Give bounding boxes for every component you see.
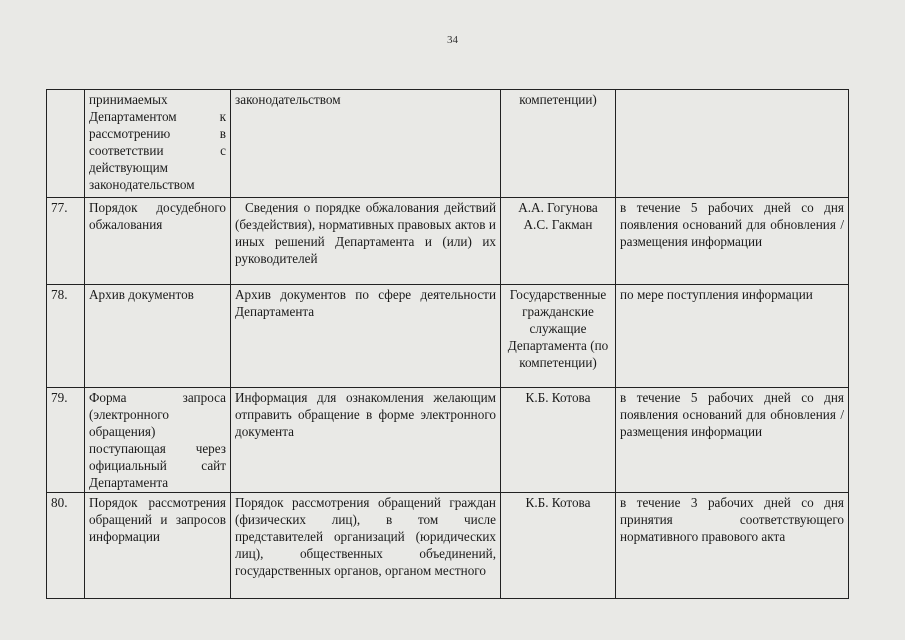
row-description: Информация для ознакомления желающим отправить обращение в форме электронного документа: [231, 388, 501, 493]
row-responsible: К.Б. Котова: [501, 493, 616, 599]
row-deadline: [616, 90, 849, 198]
row-name: Порядок рассмотрения обращений и запросов информации: [85, 493, 231, 599]
row-number: 78.: [47, 285, 85, 388]
row-deadline: в течение 5 рабочих дней со дня появления оснований для обновления /размещения информации: [616, 388, 849, 493]
row-name: Порядок досудебного обжалования: [85, 198, 231, 285]
row-responsible: К.Б. Котова: [501, 388, 616, 493]
page-number: 34: [447, 34, 458, 46]
row-responsible: компетенции): [501, 90, 616, 198]
row-deadline: в течение 3 рабочих дней со дня принятия соответствующего нормативного правового акта: [616, 493, 849, 599]
row-description: Сведения о порядке обжалования действий (бездействия), нормативных правовых актов и иных решений Департамента и (или) их руководителей: [231, 198, 501, 285]
row-deadline: в течение 5 рабочих дней со дня появления оснований для обновления /размещения информации: [616, 198, 849, 285]
row-name: Архив документов: [85, 285, 231, 388]
row-number: 80.: [47, 493, 85, 599]
row-number: 77.: [47, 198, 85, 285]
row-number: 79.: [47, 388, 85, 493]
row-name: принимаемых Департаментом к рассмотрению в соответствии с действующим законодательством: [85, 90, 231, 198]
row-description: Архив документов по сфере деятельности Департамента: [231, 285, 501, 388]
row-responsible: А.А. Гогунова А.С. Гакман: [501, 198, 616, 285]
row-number: [47, 90, 85, 198]
row-responsible: Государственные гражданские служащие Департамента (по компетенции): [501, 285, 616, 388]
row-deadline: по мере поступления информации: [616, 285, 849, 388]
table-row: [47, 90, 849, 198]
table-row: [47, 198, 849, 285]
registry-table: [46, 89, 849, 599]
row-name: Форма запроса (электронного обращения) поступающая через официальный сайт Департамента: [85, 388, 231, 493]
table-row: [47, 285, 849, 388]
table-row: [47, 388, 849, 493]
row-description: законодательством: [231, 90, 501, 198]
table-row: [47, 493, 849, 599]
row-description: Порядок рассмотрения обращений граждан (физических лиц), в том числе представителей организаций (юридических лиц), общественных объединений, государственных органов, органом местного: [231, 493, 501, 599]
